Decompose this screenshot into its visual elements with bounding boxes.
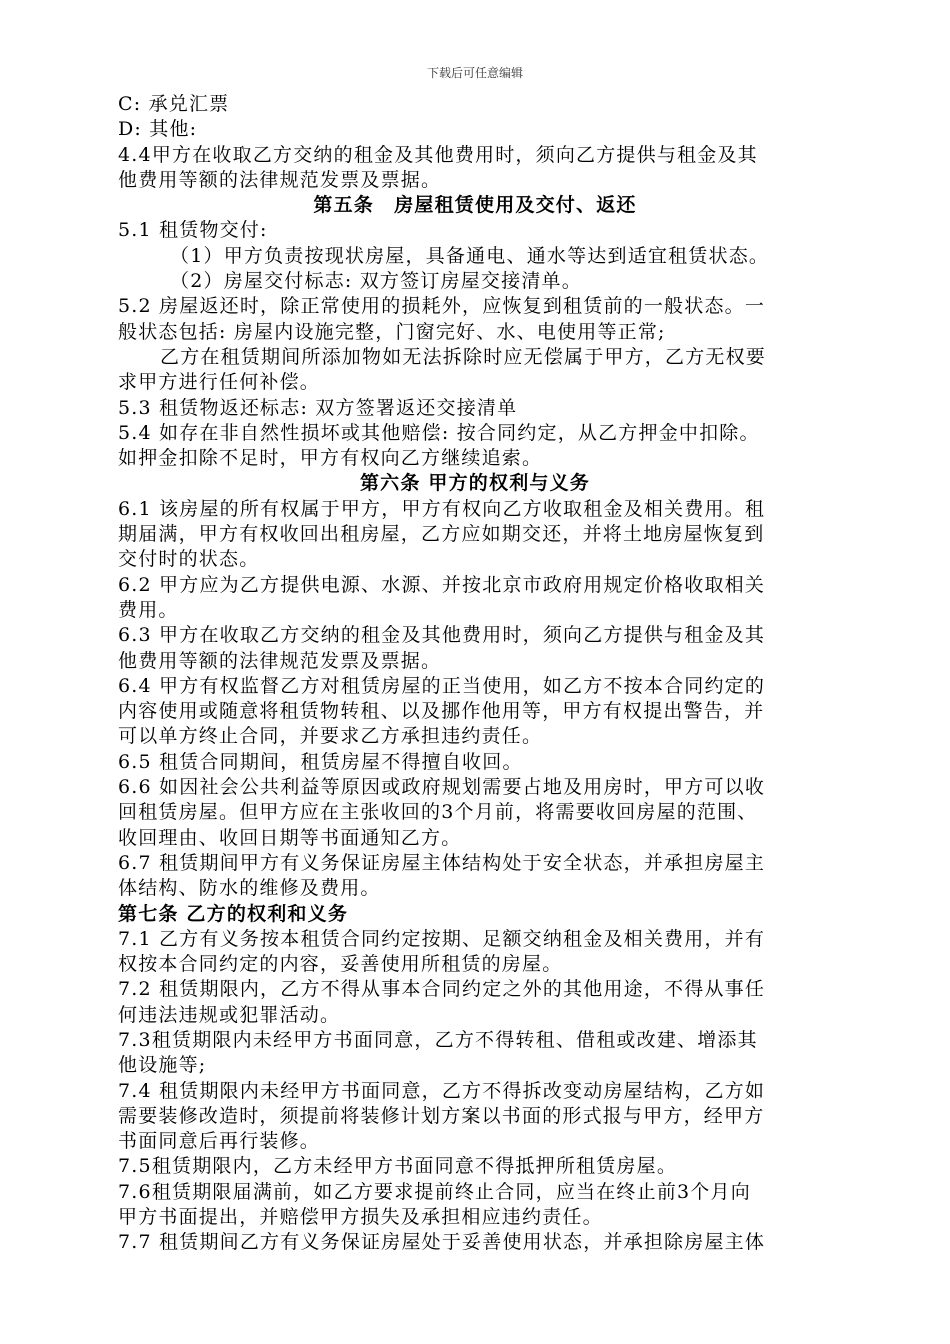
section-heading: 第五条 房屋租赁使用及交付、返还 xyxy=(313,194,637,217)
text-line: 6.1 该房屋的所有权属于甲方，甲方有权向乙方收取租金及相关费用。租 xyxy=(118,497,766,520)
text-line: 5.2 房屋返还时，除正常使用的损耗外，应恢复到租赁前的一般状态。一 xyxy=(118,295,766,318)
text-line: 7.1 乙方有义务按本租赁合同约定按期、足额交纳租金及相关费用，并有 xyxy=(118,927,766,950)
text-line: 甲方书面提出，并赔偿甲方损失及承担相应违约责任。 xyxy=(118,1206,603,1229)
text-line: 7.5租赁期限内，乙方未经甲方书面同意不得抵押所租赁房屋。 xyxy=(118,1155,678,1178)
text-line: 内容使用或随意将租赁物转租、以及挪作他用等，甲方有权提出警告，并 xyxy=(118,700,765,723)
section-heading: 第六条 甲方的权利与义务 xyxy=(359,472,590,495)
text-line: 回租赁房屋。但甲方应在主张收回的3个月前，将需要收回房屋的范围、 xyxy=(118,801,758,824)
text-line: 7.3租赁期限内未经甲方书面同意，乙方不得转租、借租或改建、增添其 xyxy=(118,1028,758,1051)
text-line: 7.7 租赁期间乙方有义务保证房屋处于妥善使用状态，并承担除房屋主体 xyxy=(118,1231,766,1254)
text-line: 需要装修改造时，须提前将装修计划方案以书面的形式报与甲方，经甲方 xyxy=(118,1104,765,1127)
text-line: 求甲方进行任何补偿。 xyxy=(118,371,321,394)
text-line: 5.1 租赁物交付: xyxy=(118,219,268,242)
text-line: 7.2 租赁期限内，乙方不得从事本合同约定之外的其他用途，不得从事任 xyxy=(118,978,766,1001)
text-line: （2）房屋交付标志: 双方签订房屋交接清单。 xyxy=(170,270,582,293)
text-line: 权按本合同约定的内容，妥善使用所租赁的房屋。 xyxy=(118,953,563,976)
text-line: C: 承兑汇票 xyxy=(118,93,230,115)
text-line: 6.4 甲方有权监督乙方对租赁房屋的正当使用，如乙方不按本合同约定的 xyxy=(118,674,766,697)
text-line: 期届满，甲方有权收回出租房屋，乙方应如期交还，并将土地房屋恢复到 xyxy=(118,523,765,546)
text-line: 6.2 甲方应为乙方提供电源、水源、并按北京市政府用规定价格收取相关 xyxy=(118,573,766,596)
text-line: 如押金扣除不足时，甲方有权向乙方继续追索。 xyxy=(118,447,543,470)
text-line: 7.6租赁期限届满前，如乙方要求提前终止合同，应当在终止前3个月向 xyxy=(118,1180,751,1203)
document-body xyxy=(118,92,832,1256)
text-line: 7.4 租赁期限内未经甲方书面同意，乙方不得拆改变动房屋结构，乙方如 xyxy=(118,1079,766,1102)
text-line: 可以单方终止合同，并要求乙方承担违约责任。 xyxy=(118,725,543,748)
text-line: 他费用等额的法律规范发票及票据。 xyxy=(118,168,442,191)
text-line: 何违法违规或犯罪活动。 xyxy=(118,1003,341,1026)
text-line: 书面同意后再行装修。 xyxy=(118,1130,321,1153)
text-line: D: 其他: xyxy=(118,118,198,141)
text-line: 4.4甲方在收取乙方交纳的租金及其他费用时，须向乙方提供与租金及其 xyxy=(118,143,758,166)
page-header: 下载后可任意编辑 xyxy=(426,66,523,80)
section-heading: 第七条 乙方的权利和义务 xyxy=(118,902,349,925)
text-line: 6.6 如因社会公共利益等原因或政府规划需要占地及用房时，甲方可以收 xyxy=(118,776,766,799)
text-line: 收回理由、收回日期等书面通知乙方。 xyxy=(118,826,462,849)
text-line: 5.3 租赁物返还标志: 双方签署返还交接清单 xyxy=(118,396,518,419)
text-line: 6.5 租赁合同期间，租赁房屋不得擅自收回。 xyxy=(118,750,523,773)
text-line: 他设施等; xyxy=(118,1054,207,1077)
text-line: 6.7 租赁期间甲方有义务保证房屋主体结构处于安全状态，并承担房屋主 xyxy=(118,851,766,874)
text-line: 乙方在租赁期间所添加物如无法拆除时应无偿属于甲方，乙方无权要 xyxy=(160,345,767,368)
text-line: 他费用等额的法律规范发票及票据。 xyxy=(118,649,442,672)
text-line: 6.3 甲方在收取乙方交纳的租金及其他费用时，须向乙方提供与租金及其 xyxy=(118,624,766,647)
text-line: 般状态包括: 房屋内设施完整，门窗完好、水、电使用等正常; xyxy=(118,320,666,343)
text-line: 体结构、防水的维修及费用。 xyxy=(118,877,381,900)
text-line: 5.4 如存在非自然性损坏或其他赔偿: 按合同约定，从乙方押金中扣除。 xyxy=(118,421,760,444)
text-line: （1）甲方负责按现状房屋，具备通电、通水等达到适宜租赁状态。 xyxy=(170,244,770,267)
text-line: 费用。 xyxy=(118,598,179,621)
text-line: 交付时的状态。 xyxy=(118,548,260,571)
